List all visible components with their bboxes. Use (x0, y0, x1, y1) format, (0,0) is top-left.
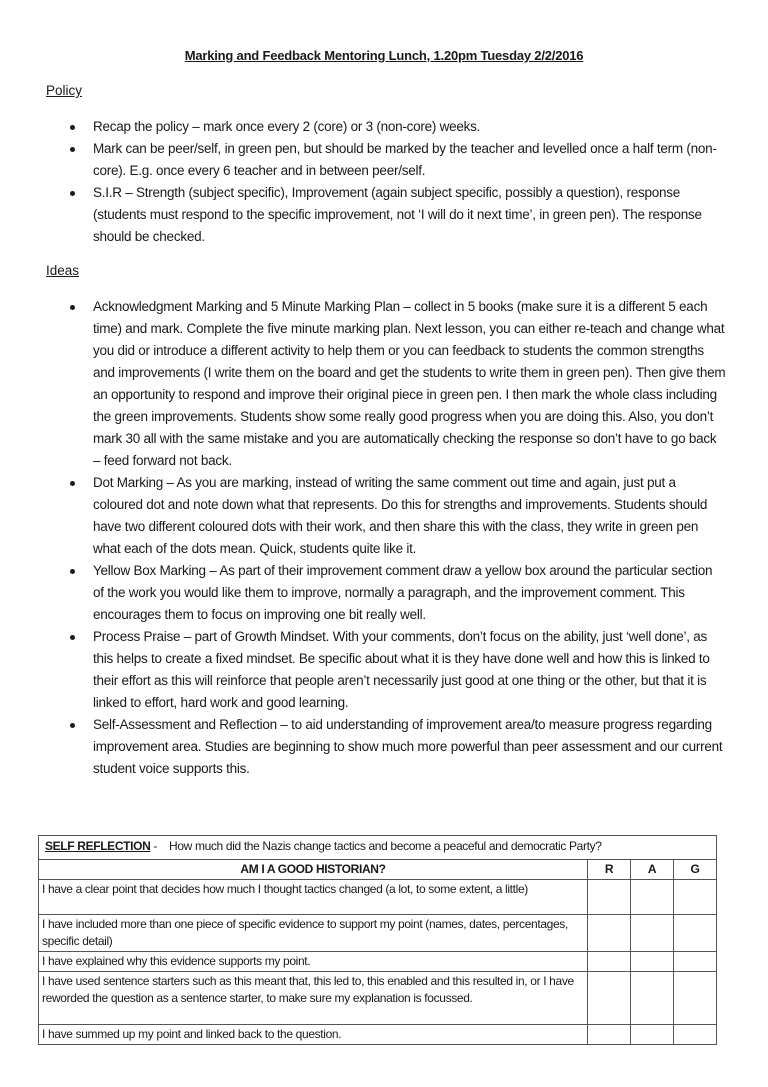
red-rating-cell[interactable] (588, 880, 631, 915)
criteria-cell: I have used sentence starters such as this meant that, this led to, this enabled and this resulted in, or I have reworded the question as a sentence starter, to make sure my explanation is focussed. (39, 972, 588, 1025)
self-reflection-label: SELF REFLECTION (45, 839, 151, 853)
green-rating-cell[interactable] (674, 915, 717, 952)
amber-rating-cell[interactable] (631, 880, 674, 915)
bullet-icon (70, 191, 75, 196)
amber-rating-cell[interactable] (631, 952, 674, 972)
red-rating-cell[interactable] (588, 972, 631, 1025)
ideas-heading: Ideas (46, 263, 80, 278)
bullet-icon (70, 125, 75, 130)
amber-rating-cell[interactable] (631, 915, 674, 952)
red-rating-cell[interactable] (588, 952, 631, 972)
bullet-icon (70, 305, 75, 310)
green-rating-cell[interactable] (674, 1025, 717, 1045)
criteria-cell: I have a clear point that decides how much I thought tactics changed (a lot, to some extent, a little) (39, 880, 588, 915)
bullet-icon (70, 147, 75, 152)
table-row (39, 972, 717, 1025)
green-rating-cell[interactable] (674, 972, 717, 1025)
amber-rating-cell[interactable] (631, 1025, 674, 1045)
list-item: S.I.R – Strength (subject specific), Improvement (again subject specific, possibly a question), response (students must respond to the specific improvement, not ‘I will do it next time’, in green pen). The response should be checked. (46, 182, 726, 248)
list-item: Dot Marking – As you are marking, instead of writing the same comment out time and again, just put a coloured dot and note down what that represents. Do this for strengths and improvements. Students should have two different coloured dots with their work, and then share this with the class, they write in green pen what each of the dots mean. Quick, students quite like it. (46, 472, 726, 560)
criteria-header: AM I A GOOD HISTORIAN? (39, 860, 588, 880)
criteria-cell: I have summed up my point and linked back to the question. (39, 1025, 588, 1045)
bullet-icon (70, 635, 75, 640)
self-reflection-cell: SELF REFLECTION - How much did the Nazis change tactics and become a peaceful and democratic Party? (39, 836, 717, 860)
ideas-list (46, 296, 726, 780)
list-item: Recap the policy – mark once every 2 (core) or 3 (non-core) weeks. (46, 116, 726, 138)
list-item: Acknowledgment Marking and 5 Minute Marking Plan – collect in 5 books (make sure it is a different 5 each time) and mark. Complete the five minute marking plan. Next lesson, you can either re-teach and change what you did or introduce a different activity to help them or you can feedback to students the common strengths and improvements (I write them on the board and get the students to write them in green pen). Then give them an opportunity to respond and improve their original piece in green pen. I then mark the whole class including the green improvements. Students show some really good progress when you are doing this. Also, you don’t mark 30 all with the same mistake and you are automatically checking the response so don’t have to go back – feed forward not back. (46, 296, 726, 472)
criteria-cell: I have explained why this evidence supports my point. (39, 952, 588, 972)
list-item: Mark can be peer/self, in green pen, but should be marked by the teacher and levelled once a half term (non-core). E.g. once every 6 teacher and in between peer/self. (46, 138, 726, 182)
red-rating-cell[interactable] (588, 1025, 631, 1045)
policy-list (46, 116, 726, 248)
green-header: G (674, 860, 717, 880)
policy-heading: Policy (46, 83, 83, 98)
amber-rating-cell[interactable] (631, 972, 674, 1025)
table-row (39, 915, 717, 952)
list-item: Self-Assessment and Reflection – to aid understanding of improvement area/to measure progress regarding improvement area. Studies are beginning to show much more powerful than peer assessment and our current student voice supports this. (46, 714, 726, 780)
table-row (39, 1025, 717, 1045)
document-title: Marking and Feedback Mentoring Lunch, 1.20pm Tuesday 2/2/2016 (184, 48, 584, 63)
green-rating-cell[interactable] (674, 880, 717, 915)
red-rating-cell[interactable] (588, 915, 631, 952)
self-reflection-row (39, 836, 717, 860)
bullet-icon (70, 569, 75, 574)
list-item: Process Praise – part of Growth Mindset. With your comments, don’t focus on the ability, just ‘well done’, as this helps to create a fixed mindset. Be specific about what it is they have done well and how this is linked to their effort as this will reinforce that people aren’t necessarily just good at one thing or the other, but that it is linked to effort, hard work and good learning. (46, 626, 726, 714)
table-row (39, 880, 717, 915)
amber-header: A (631, 860, 674, 880)
table-row (39, 952, 717, 972)
list-item: Yellow Box Marking – As part of their improvement comment draw a yellow box around the particular section of the work you would like them to improve, normally a paragraph, and the improvement comment. This encourages them to focus on improving one bit really well. (46, 560, 726, 626)
bullet-icon (70, 481, 75, 486)
criteria-cell: I have included more than one piece of specific evidence to support my point (names, dates, percentages, specific detail) (39, 915, 588, 952)
bullet-icon (70, 723, 75, 728)
table-header-row (39, 860, 717, 880)
self-reflection-question: How much did the Nazis change tactics and become a peaceful and democratic Party? (169, 839, 602, 853)
green-rating-cell[interactable] (674, 952, 717, 972)
red-header: R (588, 860, 631, 880)
self-reflection-table (38, 835, 717, 1045)
